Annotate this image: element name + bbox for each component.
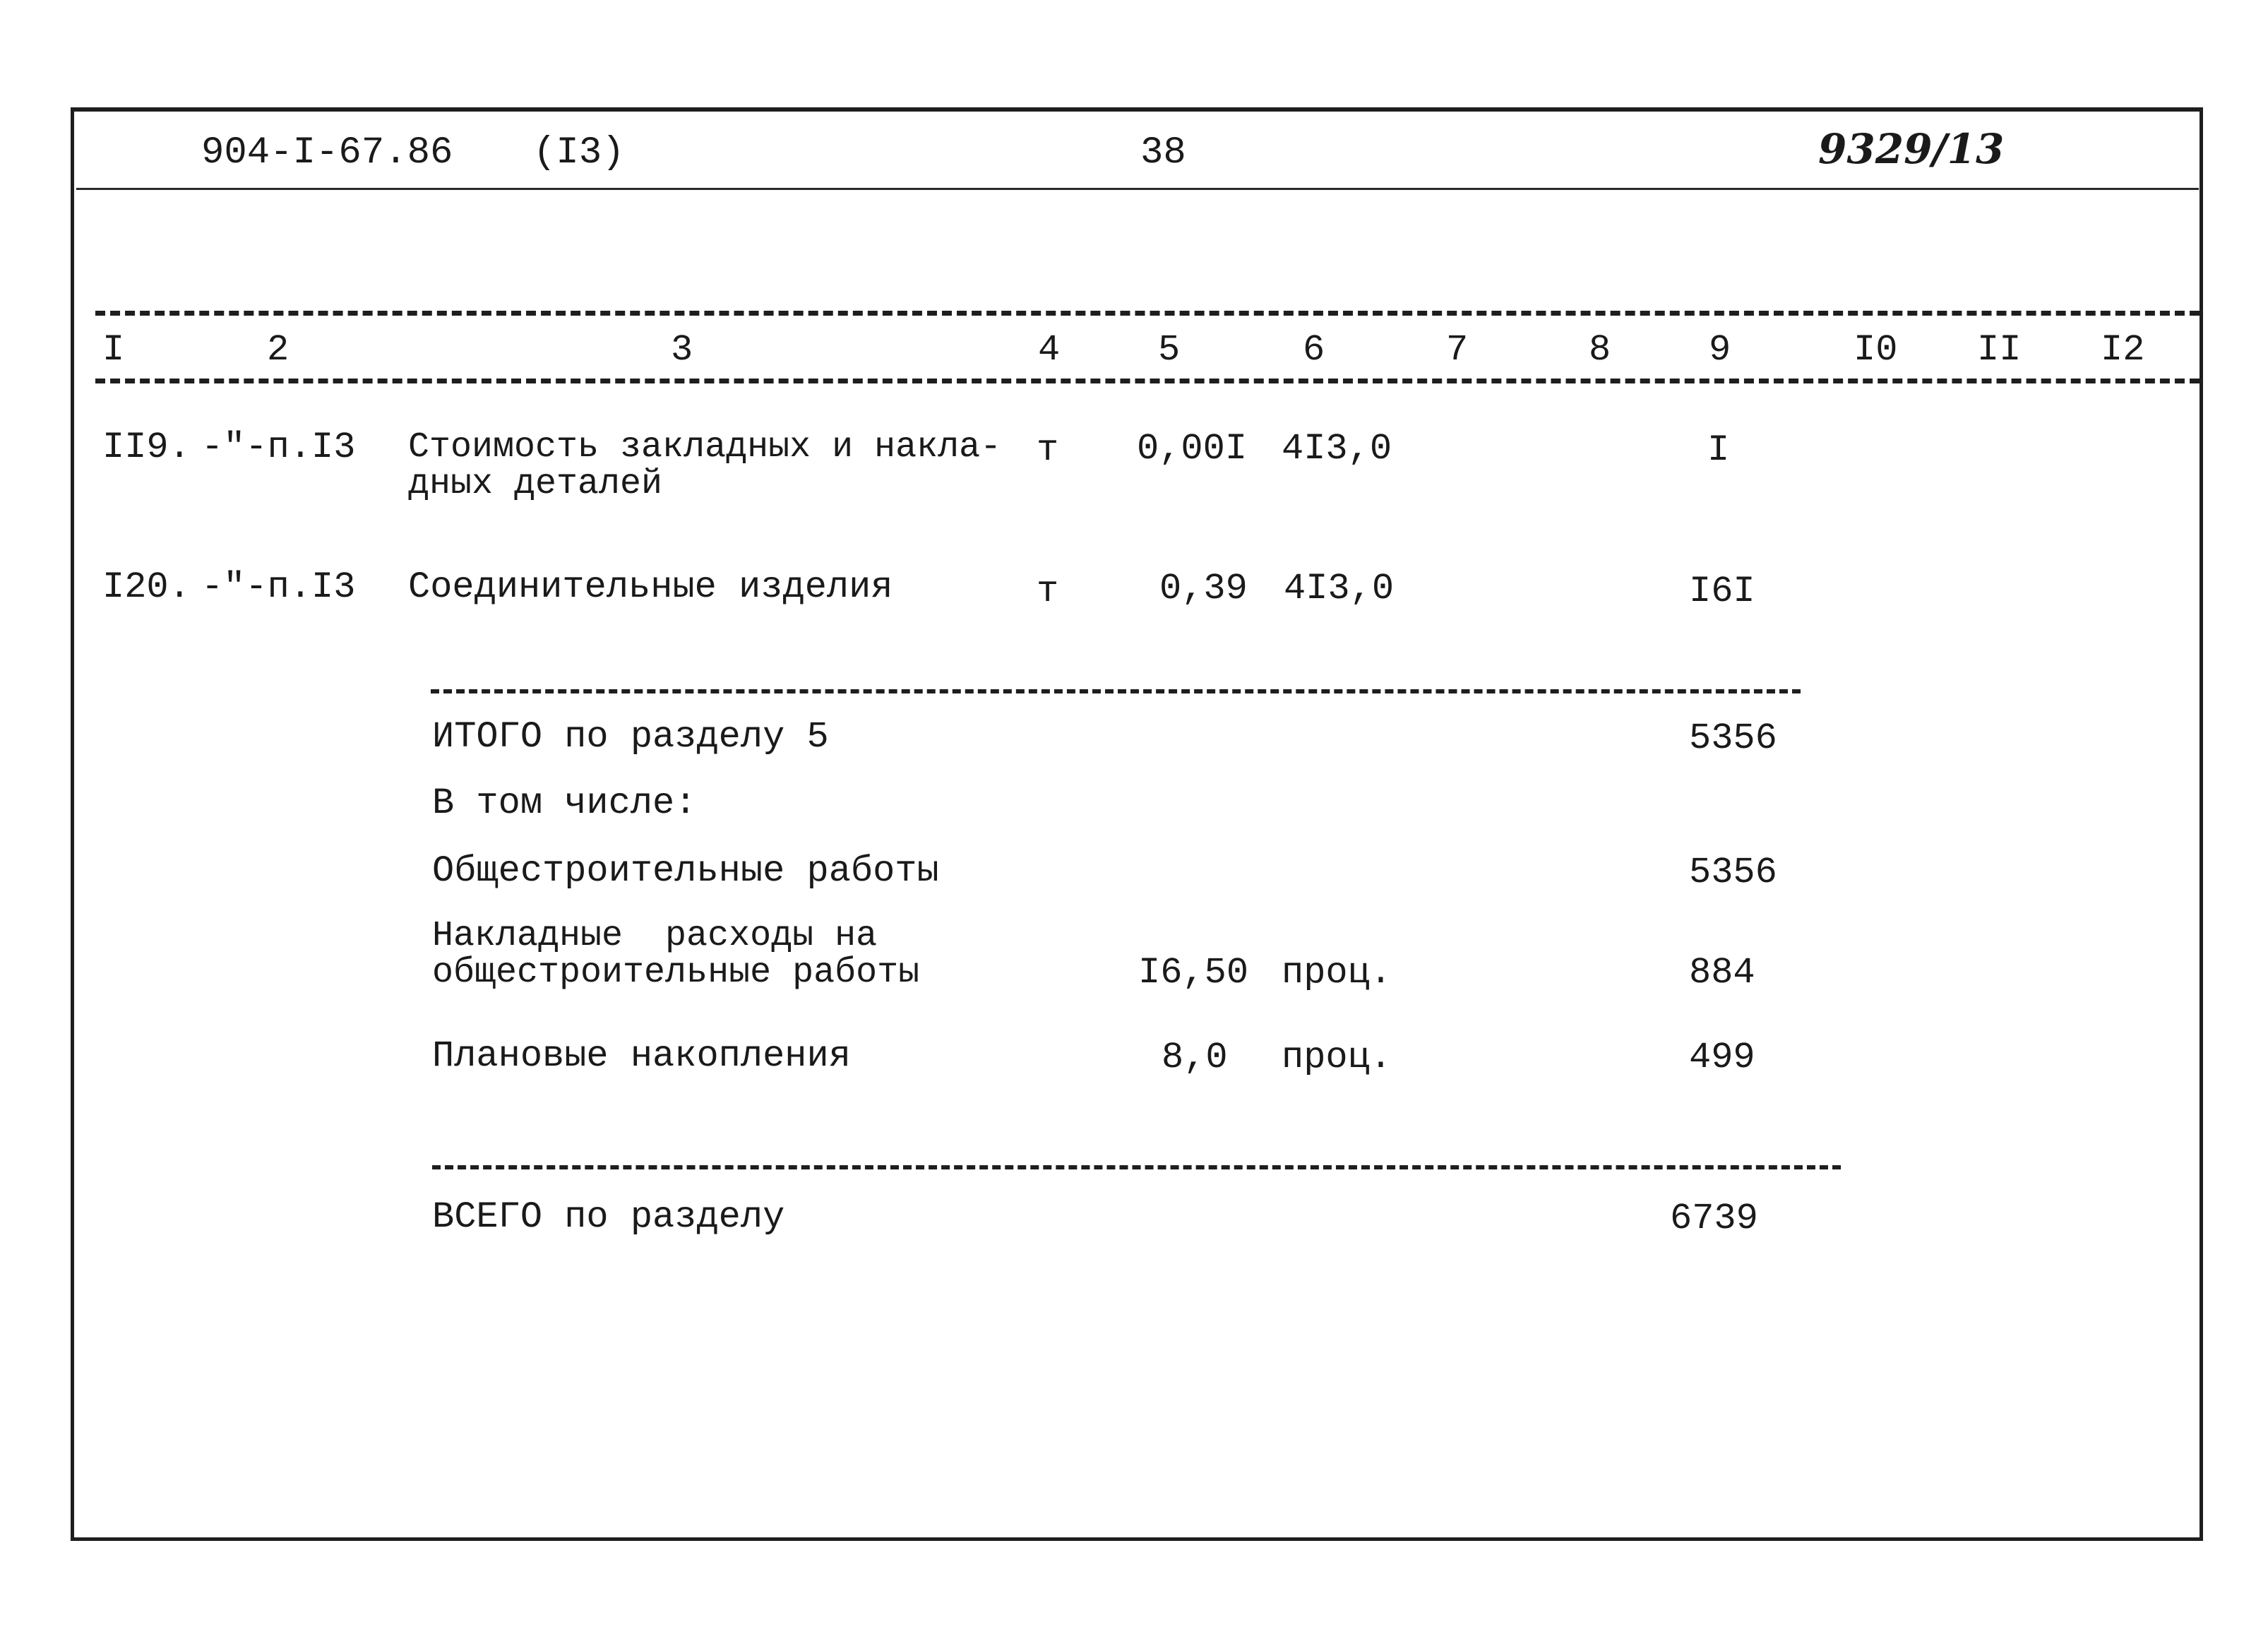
row-119-unit: т [1037, 429, 1059, 471]
row-120-name: Соединительные изделия [408, 566, 893, 608]
total-rule [432, 1165, 1841, 1169]
row-119-quantity: 0,00I [1137, 428, 1248, 470]
col-header-11: II [1977, 329, 2022, 371]
including-label: В том числе: [432, 782, 697, 824]
col-header-1: I [102, 329, 125, 371]
row-120-price: 4I3,0 [1284, 568, 1395, 609]
col-header-7: 7 [1446, 329, 1469, 371]
row-120-total: I6I [1689, 571, 1755, 612]
col-header-12: I2 [2101, 329, 2145, 371]
header-rule [76, 188, 2199, 190]
row-120-number: I20. [102, 566, 191, 608]
col-header-2: 2 [267, 329, 290, 371]
document-frame [71, 107, 2203, 1541]
subtotal-label: ИТОГО по разделу 5 [432, 716, 829, 758]
general-works-label: Общестроительные работы [432, 850, 939, 892]
planned-rate: 8,0 [1162, 1037, 1228, 1078]
planned-value: 499 [1689, 1037, 1755, 1078]
row-119-name: Стоимость закладных и накла- дных деталей [408, 427, 1002, 504]
col-header-6: 6 [1303, 329, 1325, 371]
total-value: 6739 [1670, 1198, 1758, 1239]
column-header-top-rule [95, 311, 2200, 316]
overhead-unit: проц. [1282, 952, 1392, 994]
row-120-reference: -"-п.I3 [201, 566, 356, 608]
col-header-4: 4 [1038, 329, 1061, 371]
overhead-label: Накладные расходы на общестроительные работы [432, 916, 920, 993]
subtotal-rule [431, 689, 1801, 693]
row-120-quantity: 0,39 [1159, 568, 1248, 609]
row-119-number: II9. [102, 427, 191, 468]
page-number: 38 [1140, 131, 1186, 174]
handwritten-stamp: 9329/13 [1818, 125, 2005, 173]
subtotal-value: 5356 [1689, 717, 1777, 759]
general-works-value: 5356 [1689, 852, 1777, 893]
row-119-total: I [1707, 429, 1730, 471]
doc-code: 904-I-67.86 [201, 131, 453, 174]
col-header-8: 8 [1589, 329, 1611, 371]
col-header-10: I0 [1854, 329, 1898, 371]
column-header-bottom-rule [95, 379, 2200, 383]
col-header-9: 9 [1709, 329, 1731, 371]
row-119-price: 4I3,0 [1282, 428, 1392, 470]
sheet-ref: (I3) [533, 131, 625, 174]
overhead-value: 884 [1689, 952, 1755, 994]
col-header-3: 3 [671, 329, 693, 371]
row-120-unit: т [1037, 571, 1059, 612]
overhead-rate: I6,50 [1138, 952, 1249, 994]
planned-label: Плановые накопления [432, 1035, 851, 1077]
planned-unit: проц. [1282, 1037, 1392, 1078]
col-header-5: 5 [1158, 329, 1181, 371]
total-label: ВСЕГО по разделу [432, 1196, 785, 1238]
row-119-reference: -"-п.I3 [201, 427, 356, 468]
